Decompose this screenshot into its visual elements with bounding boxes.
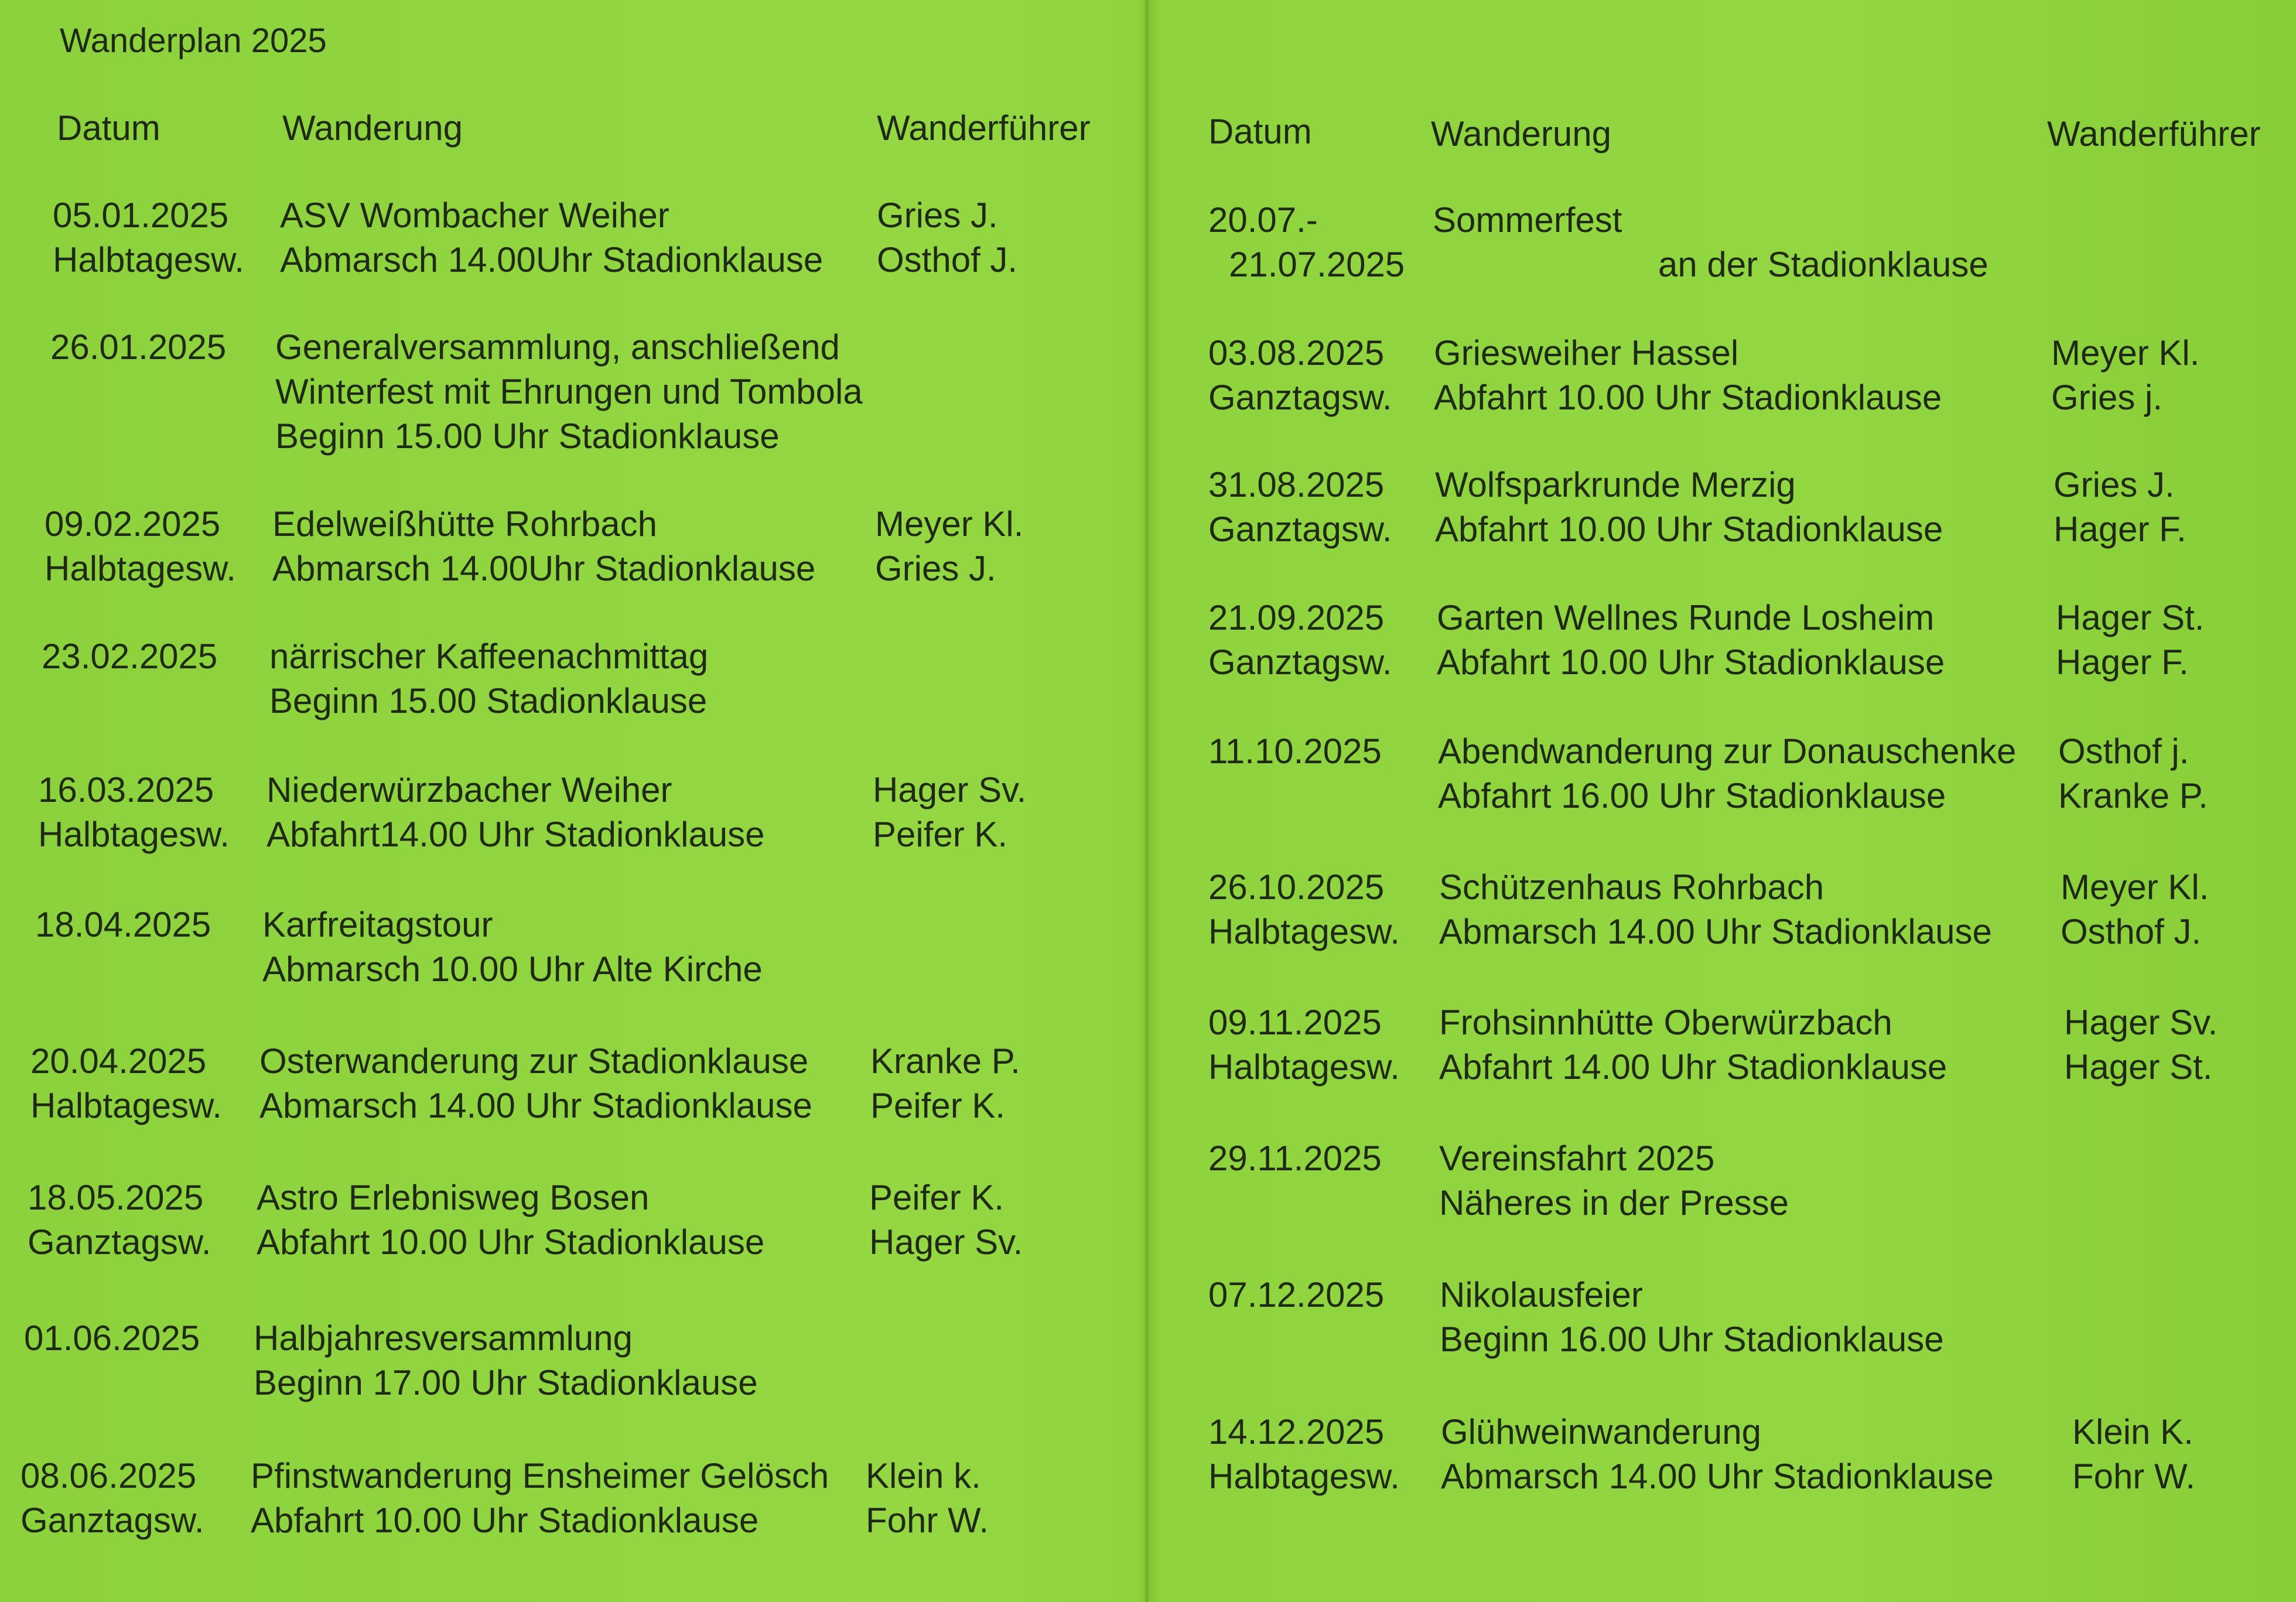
date-type-text: Halbtagesw. bbox=[1208, 1047, 1400, 1087]
date-text: 16.03.2025 bbox=[38, 770, 214, 809]
hike-name-text: Karfreitagstour bbox=[262, 905, 493, 944]
entry-date bbox=[28, 1176, 211, 1265]
entry-date bbox=[20, 1454, 204, 1543]
entry-description bbox=[254, 1316, 758, 1405]
date-type-text: Halbtagesw. bbox=[1208, 912, 1400, 951]
hike-detail-text: Beginn 15.00 Uhr Stadionklause bbox=[275, 416, 780, 456]
hike-name-text: Vereinsfahrt 2025 bbox=[1439, 1139, 1715, 1178]
entry-guides bbox=[873, 768, 1026, 857]
entry-description bbox=[262, 903, 763, 992]
entry-description bbox=[269, 634, 708, 723]
hike-detail-text: Abfahrt 10.00 Uhr Stadionklause bbox=[1435, 510, 1943, 549]
guide-name-text: Peifer K. bbox=[869, 1178, 1004, 1217]
entry-description bbox=[1435, 463, 1943, 552]
guide-name-text: Fohr W. bbox=[2072, 1457, 2196, 1496]
guide-name-text: Fohr W. bbox=[866, 1501, 989, 1540]
entry-date bbox=[1208, 463, 1392, 552]
entry-description bbox=[1438, 729, 2016, 818]
hike-name-text: Sommerfest bbox=[1433, 200, 1622, 240]
date-text: 09.11.2025 bbox=[1208, 1003, 1382, 1042]
date-type-text: 21.07.2025 bbox=[1229, 245, 1405, 284]
entry-date bbox=[24, 1316, 200, 1361]
hike-name-text: närrischer Kaffeenachmittag bbox=[269, 637, 709, 676]
entry-date bbox=[53, 193, 244, 282]
entry-description bbox=[1433, 198, 1988, 287]
entry-guides bbox=[875, 502, 1023, 591]
entry-date bbox=[1208, 198, 1405, 287]
entry-description bbox=[259, 1039, 812, 1128]
entry-guides bbox=[869, 1176, 1023, 1265]
entry-date bbox=[1208, 331, 1392, 420]
hike-detail-text: Abfahrt14.00 Uhr Stadionklause bbox=[266, 815, 765, 854]
hike-name-text: Pfinstwanderung Ensheimer Gelösch bbox=[251, 1456, 829, 1495]
hike-name-text: Frohsinnhütte Oberwürzbach bbox=[1439, 1003, 1892, 1042]
hike-name-text: ASV Wombacher Weiher bbox=[280, 196, 669, 235]
entry-description bbox=[1439, 865, 1992, 954]
date-type-text: Ganztagsw. bbox=[1208, 643, 1392, 682]
hike-detail-text: Abmarsch 10.00 Uhr Alte Kirche bbox=[262, 949, 763, 989]
date-text: 20.07.- bbox=[1208, 200, 1318, 240]
left-header-date: Datum bbox=[57, 108, 160, 148]
hike-name-text: Griesweiher Hassel bbox=[1434, 333, 1739, 373]
document-title: Wanderplan 2025 bbox=[60, 22, 327, 60]
date-text: 18.04.2025 bbox=[35, 905, 211, 944]
entry-description bbox=[257, 1176, 764, 1265]
hike-detail-text: Abmarsch 14.00 Uhr Stadionklause bbox=[259, 1086, 812, 1125]
hike-detail-text: Abfahrt 10.00 Uhr Stadionklause bbox=[1434, 378, 1942, 417]
guide-name-text: Meyer Kl. bbox=[875, 504, 1024, 544]
date-text: 03.08.2025 bbox=[1208, 333, 1385, 373]
hike-name-text: Nikolausfeier bbox=[1440, 1275, 1643, 1314]
hike-detail-text: Abmarsch 14.00 Uhr Stadionklause bbox=[1439, 912, 1992, 951]
guide-name-text: Kranke P. bbox=[870, 1041, 1020, 1081]
hike-detail-text: Winterfest mit Ehrungen und Tombola bbox=[275, 372, 863, 411]
guide-name-text: Klein K. bbox=[2072, 1412, 2194, 1451]
guide-name-text: Gries J. bbox=[2054, 465, 2175, 504]
date-type-text: Halbtagesw. bbox=[38, 815, 230, 854]
hike-name-text: Wolfsparkrunde Merzig bbox=[1435, 465, 1796, 504]
guide-name-text: Peifer K. bbox=[870, 1086, 1006, 1125]
entry-guides bbox=[2064, 1000, 2218, 1089]
hike-name-text: Garten Wellnes Runde Losheim bbox=[1437, 598, 1935, 637]
hike-detail-text: Abmarsch 14.00 Uhr Stadionklause bbox=[1441, 1457, 1994, 1496]
hike-detail-text: Beginn 15.00 Stadionklause bbox=[269, 681, 708, 720]
entry-date bbox=[38, 768, 230, 857]
guide-name-text: Klein k. bbox=[866, 1456, 981, 1495]
hike-detail-text: Abfahrt 10.00 Uhr Stadionklause bbox=[251, 1501, 759, 1540]
date-text: 26.10.2025 bbox=[1208, 867, 1385, 907]
guide-name-text: Gries J. bbox=[877, 196, 998, 235]
date-type-text: Ganztagsw. bbox=[28, 1222, 211, 1262]
entry-guides bbox=[2056, 596, 2204, 685]
entry-date bbox=[1208, 1273, 1384, 1317]
hike-detail-text: Abfahrt 14.00 Uhr Stadionklause bbox=[1439, 1047, 1948, 1087]
date-type-text: Halbtagesw. bbox=[53, 240, 244, 279]
date-type-text: Halbtagesw. bbox=[45, 549, 236, 588]
guide-name-text: Meyer Kl. bbox=[2051, 333, 2200, 373]
entry-description bbox=[280, 193, 823, 282]
guide-name-text: Meyer Kl. bbox=[2061, 867, 2209, 907]
hike-name-text: Schützenhaus Rohrbach bbox=[1439, 867, 1824, 907]
date-text: 14.12.2025 bbox=[1208, 1412, 1385, 1451]
guide-name-text: Peifer K. bbox=[873, 815, 1008, 854]
hike-detail-text: Abfahrt 10.00 Uhr Stadionklause bbox=[257, 1222, 765, 1262]
hike-detail-text: Abmarsch 14.00Uhr Stadionklause bbox=[272, 549, 816, 588]
hike-detail-text: an der Stadionklause bbox=[1658, 245, 1988, 284]
hike-detail-text: Abfahrt 16.00 Uhr Stadionklause bbox=[1438, 776, 1946, 815]
date-text: 01.06.2025 bbox=[24, 1319, 200, 1358]
entry-description bbox=[1434, 331, 1942, 420]
hike-name-text: Edelweißhütte Rohrbach bbox=[272, 504, 658, 544]
hike-name-text: Halbjahresversammlung bbox=[254, 1319, 633, 1358]
hike-name-text: Generalversammlung, anschließend bbox=[275, 327, 840, 367]
date-type-text: Ganztagsw. bbox=[1208, 378, 1392, 417]
left-header-hike: Wanderung bbox=[282, 108, 463, 148]
entry-date bbox=[1208, 865, 1400, 954]
date-text: 05.01.2025 bbox=[53, 196, 229, 235]
left-header-guide: Wanderführer bbox=[877, 108, 1091, 148]
entry-description bbox=[1439, 1136, 1789, 1225]
entry-date bbox=[1208, 1410, 1400, 1499]
entry-description bbox=[266, 768, 765, 857]
entry-date bbox=[42, 634, 217, 679]
entry-description bbox=[1440, 1273, 1944, 1362]
guide-name-text: Hager St. bbox=[2064, 1047, 2213, 1087]
right-header-guide: Wanderführer bbox=[2047, 114, 2261, 153]
hike-detail-text: Beginn 17.00 Uhr Stadionklause bbox=[254, 1363, 758, 1402]
guide-name-text: Hager F. bbox=[2054, 510, 2186, 549]
entry-description bbox=[1439, 1000, 1947, 1089]
guide-name-text: Osthof j. bbox=[2058, 732, 2189, 771]
entry-guides bbox=[877, 193, 1017, 282]
entry-guides bbox=[2061, 865, 2209, 954]
hike-name-text: Osterwanderung zur Stadionklause bbox=[259, 1041, 809, 1081]
guide-name-text: Kranke P. bbox=[2058, 776, 2208, 815]
date-type-text: Halbtagesw. bbox=[1208, 1457, 1400, 1496]
right-header-hike: Wanderung bbox=[1431, 114, 1611, 153]
entry-description bbox=[251, 1454, 829, 1543]
entry-guides bbox=[2058, 729, 2208, 818]
date-type-text: Ganztagsw. bbox=[20, 1501, 204, 1540]
guide-name-text: Gries j. bbox=[2051, 378, 2163, 417]
right-header-date: Datum bbox=[1208, 112, 1312, 151]
hike-detail-text: Beginn 16.00 Uhr Stadionklause bbox=[1440, 1320, 1944, 1359]
date-text: 11.10.2025 bbox=[1208, 732, 1382, 771]
date-text: 08.06.2025 bbox=[20, 1456, 197, 1495]
entry-date bbox=[1208, 729, 1382, 774]
date-text: 07.12.2025 bbox=[1208, 1275, 1385, 1314]
entry-description bbox=[272, 502, 815, 591]
hike-detail-text: Abmarsch 14.00Uhr Stadionklause bbox=[280, 240, 824, 279]
entry-date bbox=[1208, 1000, 1400, 1089]
guide-name-text: Hager Sv. bbox=[869, 1222, 1023, 1262]
entry-guides bbox=[2072, 1410, 2195, 1499]
entry-description bbox=[1437, 596, 1945, 685]
hike-name-text: Glühweinwanderung bbox=[1441, 1412, 1762, 1451]
hike-name-text: Niederwürzbacher Weiher bbox=[266, 770, 672, 809]
entry-description bbox=[275, 325, 863, 459]
guide-name-text: Hager Sv. bbox=[2064, 1003, 2218, 1042]
date-text: 20.04.2025 bbox=[30, 1041, 207, 1081]
date-text: 29.11.2025 bbox=[1208, 1139, 1382, 1178]
entry-date bbox=[1208, 1136, 1382, 1181]
entry-guides bbox=[2054, 463, 2186, 552]
date-text: 18.05.2025 bbox=[28, 1178, 204, 1217]
date-text: 26.01.2025 bbox=[50, 327, 227, 367]
date-text: 09.02.2025 bbox=[45, 504, 221, 544]
guide-name-text: Osthof J. bbox=[877, 240, 1018, 279]
entry-date bbox=[1208, 596, 1392, 685]
entry-description bbox=[1441, 1410, 1994, 1499]
guide-name-text: Osthof J. bbox=[2061, 912, 2202, 951]
entry-date bbox=[50, 325, 226, 370]
guide-name-text: Gries J. bbox=[875, 549, 996, 588]
hike-detail-text: Näheres in der Presse bbox=[1439, 1183, 1789, 1222]
entry-guides bbox=[866, 1454, 989, 1543]
entry-guides bbox=[870, 1039, 1020, 1128]
hike-name-text: Astro Erlebnisweg Bosen bbox=[257, 1178, 650, 1217]
guide-name-text: Hager F. bbox=[2056, 643, 2189, 682]
entry-date bbox=[30, 1039, 222, 1128]
hike-detail-text: Abfahrt 10.00 Uhr Stadionklause bbox=[1437, 643, 1945, 682]
date-text: 23.02.2025 bbox=[42, 637, 218, 676]
entry-date bbox=[45, 502, 236, 591]
date-text: 21.09.2025 bbox=[1208, 598, 1385, 637]
entry-guides bbox=[2051, 331, 2199, 420]
center-fold bbox=[1145, 0, 1149, 1602]
entry-date bbox=[35, 903, 211, 947]
hike-name-text: Abendwanderung zur Donauschenke bbox=[1438, 732, 2017, 771]
guide-name-text: Hager Sv. bbox=[873, 770, 1027, 809]
date-text: 31.08.2025 bbox=[1208, 465, 1385, 504]
date-type-text: Halbtagesw. bbox=[30, 1086, 222, 1125]
guide-name-text: Hager St. bbox=[2056, 598, 2205, 637]
date-type-text: Ganztagsw. bbox=[1208, 510, 1392, 549]
